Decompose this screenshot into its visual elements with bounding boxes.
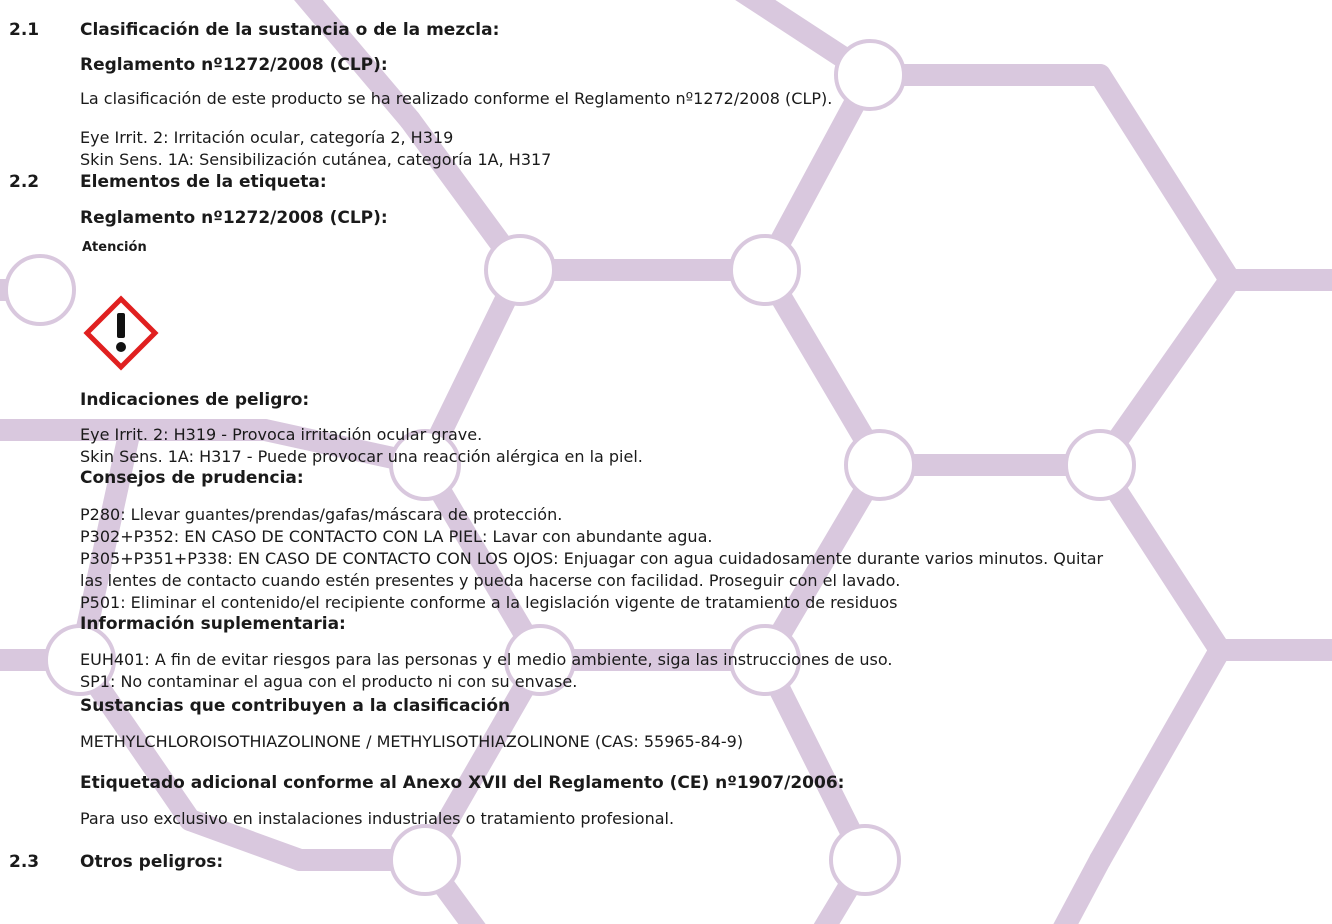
precautionary-statement: P501: Eliminar el contenido/el recipiente conforme a la legislación vigente de tratamiento de residuos — [80, 593, 898, 612]
section-title-2-2: Elementos de la etiqueta: — [80, 172, 327, 192]
precautionary-statement: P280: Llevar guantes/prendas/gafas/máscara de protección. — [80, 505, 563, 524]
hazard-statement: Skin Sens. 1A: H317 - Puede provocar una reacción alérgica en la piel. — [80, 447, 643, 466]
signal-word: Atención — [82, 240, 147, 255]
precautionary-statement: P305+P351+P338: EN CASO DE CONTACTO CON LOS OJOS: Enjuagar con agua cuidadosamente durante varios minutos. Quitar — [80, 549, 1104, 568]
contributing-substance: METHYLCHLOROISOTHIAZOLINONE / METHYLISOTHIAZOLINONE (CAS: 55965-84-9) — [80, 732, 744, 751]
classification-intro: La clasificación de este producto se ha realizado conforme el Reglamento nº1272/2008 (CLP). — [80, 89, 833, 108]
section-title-2-1: Clasificación de la sustancia o de la mezcla: — [80, 20, 500, 40]
section-number-2-3: 2.3 — [9, 852, 40, 872]
precautionary-statement: P302+P352: EN CASO DE CONTACTO CON LA PIEL: Lavar con abundante agua. — [80, 527, 713, 546]
precautionary-statement: las lentes de contacto cuando estén presentes y pueda hacerse con facilidad. Proseguir con el lavado. — [80, 571, 901, 590]
supplementary-info-line: EUH401: A fin de evitar riesgos para las personas y el medio ambiente, siga las instrucciones de uso. — [80, 650, 893, 669]
regulation-heading: Reglamento nº1272/2008 (CLP): — [80, 55, 388, 75]
precautionary-statements-heading: Consejos de prudencia: — [80, 468, 304, 488]
regulation-heading: Reglamento nº1272/2008 (CLP): — [80, 208, 388, 228]
additional-labelling-line: Para uso exclusivo en instalaciones industriales o tratamiento profesional. — [80, 809, 675, 828]
section-number-2-2: 2.2 — [9, 172, 40, 192]
additional-labelling-heading: Etiquetado adicional conforme al Anexo XVII del Reglamento (CE) nº1907/2006: — [80, 773, 845, 793]
section-number-2-1: 2.1 — [9, 20, 40, 40]
hazard-statement: Eye Irrit. 2: H319 - Provoca irritación ocular grave. — [80, 425, 483, 444]
section-title-2-3: Otros peligros: — [80, 852, 224, 872]
hazard-statements-heading: Indicaciones de peligro: — [80, 390, 310, 410]
classification-line: Skin Sens. 1A: Sensibilización cutánea, categoría 1A, H317 — [80, 150, 552, 169]
contributing-substances-heading: Sustancias que contribuyen a la clasificación — [80, 696, 511, 716]
ghs07-exclamation-icon — [83, 295, 159, 371]
classification-line: Eye Irrit. 2: Irritación ocular, categoría 2, H319 — [80, 128, 454, 147]
supplementary-info-heading: Información suplementaria: — [80, 614, 346, 634]
supplementary-info-line: SP1: No contaminar el agua con el producto ni con su envase. — [80, 672, 578, 691]
